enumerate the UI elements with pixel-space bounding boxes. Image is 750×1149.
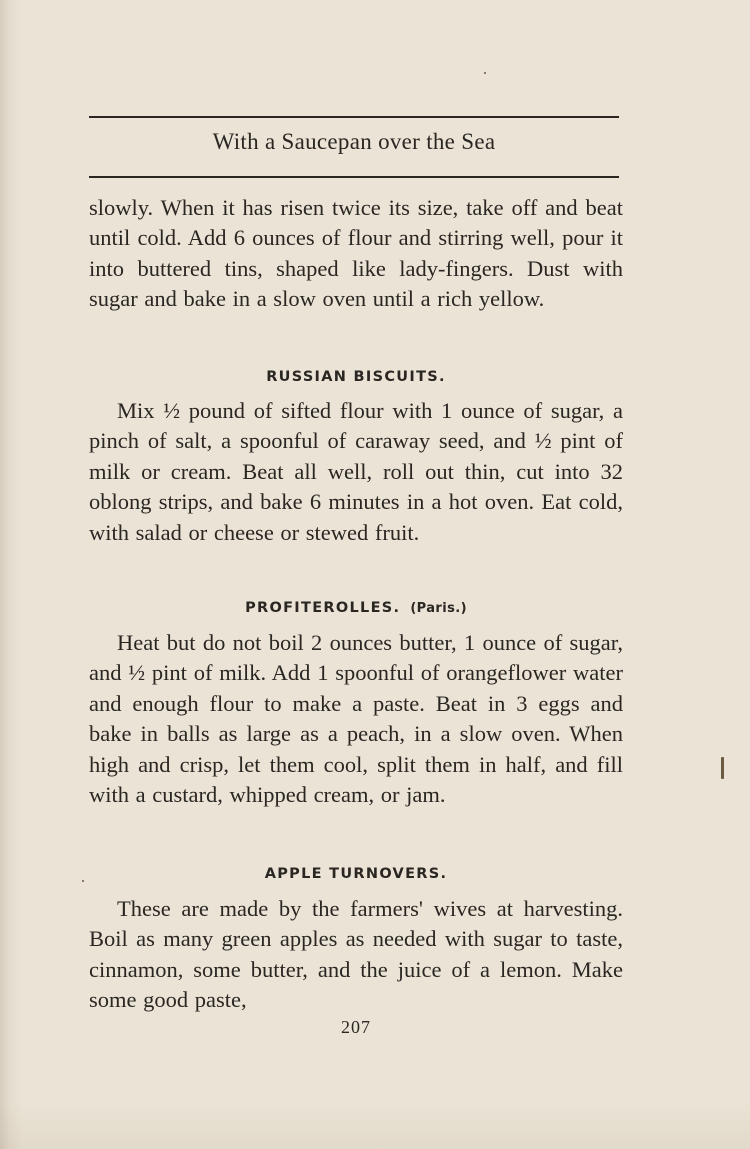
running-head: With a Saucepan over the Sea [212,129,496,154]
header-rule-bottom [89,176,619,178]
page-number: 207 [341,1017,371,1037]
heading-profiterolles [89,600,623,616]
paragraph-profiterolles: Heat but do not boil 2 ounces butter, 1 ounce of sugar, and ½ pint of milk. Add 1 spoonful of orangeflower water and enough flour to make a paste. Beat in 3 eggs and bake in balls as large as a peach, in a slow oven. When high and crisp, let them cool, split them in half, and fill with a custard, whipped cream, or jam. [89,630,623,808]
paper-speck [484,72,486,74]
paragraph-apple-turnovers: These are made by the farmers' wives at harvesting. Boil as many green apples as needed with sugar to taste, cinnamon, some butter, and the juice of a lemon. Make some good paste, [89,896,623,1013]
heading-apple-turnovers: APPLE TURNOVERS. [264,866,448,882]
heading-profiterolles-title: PROFITEROLLES. [245,600,401,616]
paper-speck [82,880,84,882]
paragraph-russian-biscuits: Mix ½ pound of sifted flour with 1 ounce of sugar, a pinch of salt, a spoonful of caraway seed, and ½ pint of milk or cream. Beat all well, roll out thin, cut into 32 oblong strips, and bake 6 minutes in a hot oven. Eat cold, with salad or cheese or stewed fruit. [89,398,623,545]
paragraph-continuation: slowly. When it has risen twice its size, take off and beat until cold. Add 6 ounces of flour and stirring well, pour it into buttered tins, shaped like lady-fingers. Dust with sugar and bake in a slow oven until a rich yellow. [89,195,623,312]
header-rule-top [89,116,619,118]
heading-russian-biscuits: RUSSIAN BISCUITS. [266,369,446,385]
heading-profiterolles-note: (Paris.) [410,601,467,616]
ink-mark [721,757,724,779]
